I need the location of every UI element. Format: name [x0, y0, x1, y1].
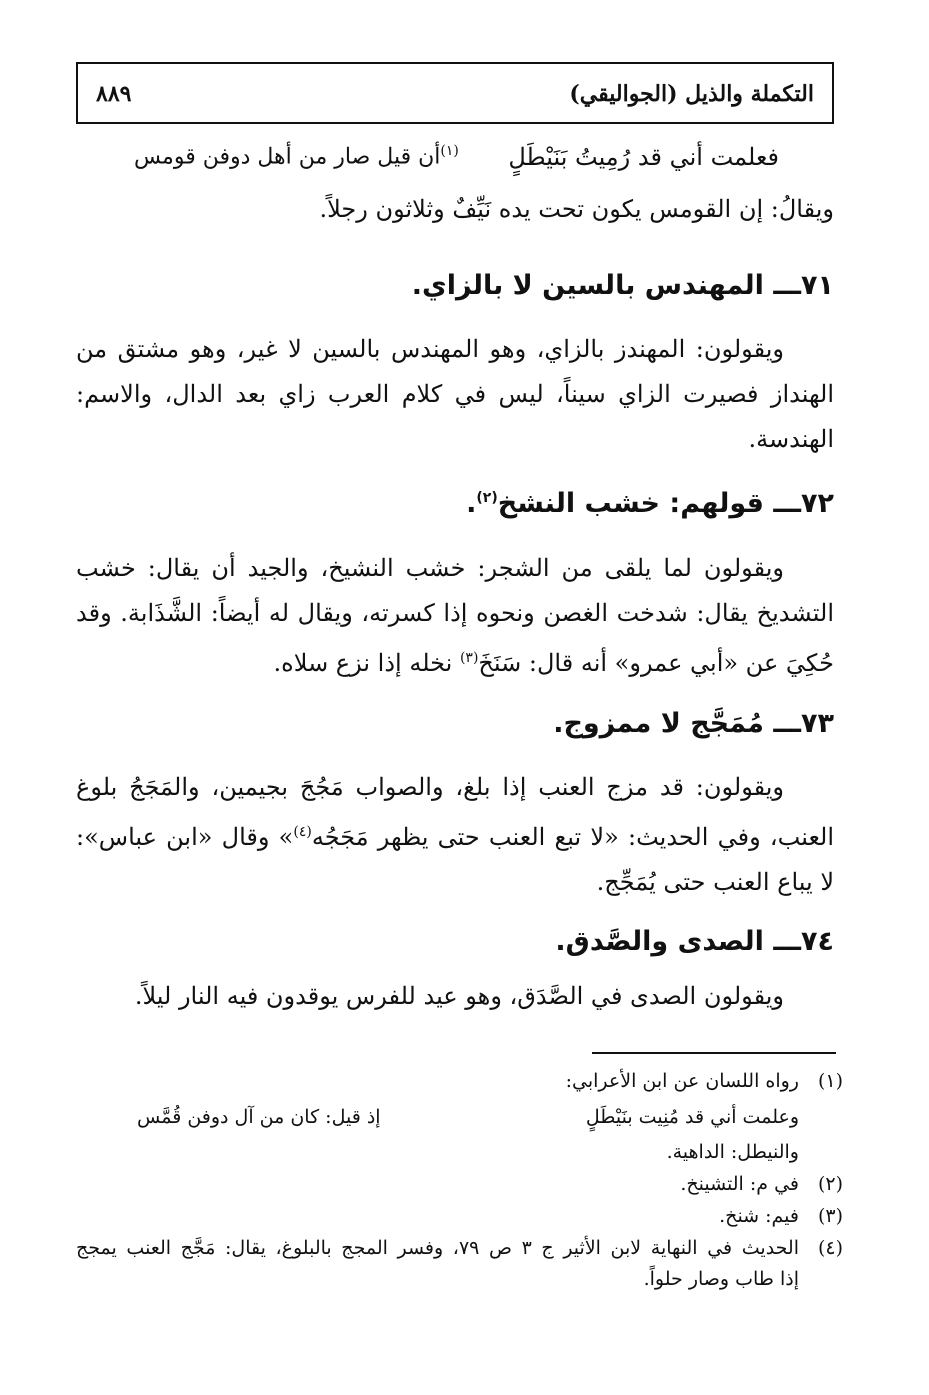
page-number: ٨٨٩ — [96, 81, 132, 107]
footnote-number-2: (٢) — [817, 1173, 843, 1195]
footnote-gloss: والنيطل: الداهية. — [666, 1141, 799, 1163]
section-heading-71: ٧١ـــ المهندس بالسين لا بالزاي. — [411, 270, 834, 301]
footnote-number-4: (٤) — [817, 1237, 843, 1259]
footnote-ref-1: (١) — [440, 143, 459, 159]
footnote-text-1: رواه اللسان عن ابن الأعرابي: — [565, 1070, 799, 1092]
footnote-ref-3: (٣) — [459, 650, 479, 666]
footnote-ref-4: (٤) — [293, 824, 312, 840]
footnote-verse-right: وعلمت أني قد مُنِيت بنَيْطَلٍ — [585, 1106, 799, 1128]
section-heading-74: ٧٤ـــ الصدى والصَّدق. — [555, 926, 834, 957]
footnote-divider — [592, 1052, 836, 1054]
section-heading-72: ٧٢ـــ قولهم: خشب النشخ$^{(٢)}$. — [466, 488, 834, 519]
section-text-73: ويقولون: قد مزج العنب إذا بلغ، والصواب مَجُجَ بجيمين، والمَجَجُ بلوغ العنب، وفي الحديث: «لا تبع العنب حتى يظهر مَجَجُه$^{(٤)}$» وقال «ابن عباس»: لا يباع العنب حتى يُمَجِّج. — [76, 773, 834, 896]
running-title: التكملة والذيل (الجواليقي) — [569, 81, 814, 107]
intro-line: ويقالُ: إن القومس يكون تحت يده نَيِّفٌ وثلاثون رجلاً. — [319, 195, 834, 223]
footnote-number-1: (١) — [817, 1070, 843, 1092]
section-heading-73: ٧٣ـــ مُمَجَّج لا ممزوج. — [553, 708, 834, 739]
verse-left-hemistich: $^{(١)}$أن قيل صار من أهل دوفن قومس — [134, 143, 459, 170]
section-text-72: ويقولون لما يلقى من الشجر: خشب النشيخ، والجيد أن يقال: خشب التشديخ يقال: شدخت الغصن ونحوه إذا كسرته، ويقال له أيضاً: الشَّذَابة. وقد حُكِيَ عن «أبي عمرو» أنه قال: سَنَخَ$^{(٣)}$ نخله إذا نزع سلاه. — [76, 554, 834, 677]
section-text-74: ويقولون الصدى في الصَّدَق، وهو عيد للفرس يوقدون فيه النار ليلاً. — [134, 982, 784, 1010]
footnote-text-4: الحديث في النهاية لابن الأثير ج ٣ ص ٧٩، وفسر المجج بالبلوغ، يقال: مَجَّج العنب يمجج — [76, 1237, 799, 1259]
footnote-number-3: (٣) — [817, 1205, 843, 1227]
page-header — [76, 62, 834, 124]
verse-right-hemistich: فعلمت أني قد رُمِيتُ بَنَيْطَلٍ — [508, 143, 779, 171]
footnote-text-4-cont: إذا طاب وصار حلواً. — [643, 1268, 799, 1290]
footnote-text-3: فيم: شنخ. — [719, 1205, 799, 1227]
footnote-text-2: في م: التشينخ. — [680, 1173, 799, 1195]
footnote-verse-left: إذ قيل: كان من آل دوفن قُمَّس — [137, 1106, 381, 1128]
section-text-71: ويقولون: المهندز بالزاي، وهو المهندس بالسين لا غير، وهو مشتق من الهنداز فصيرت الزاي سيناً، ليس في كلام العرب زاي بعد الدال، والاسم: الهندسة. — [76, 335, 834, 453]
footnote-ref-2: (٢) — [476, 490, 498, 506]
